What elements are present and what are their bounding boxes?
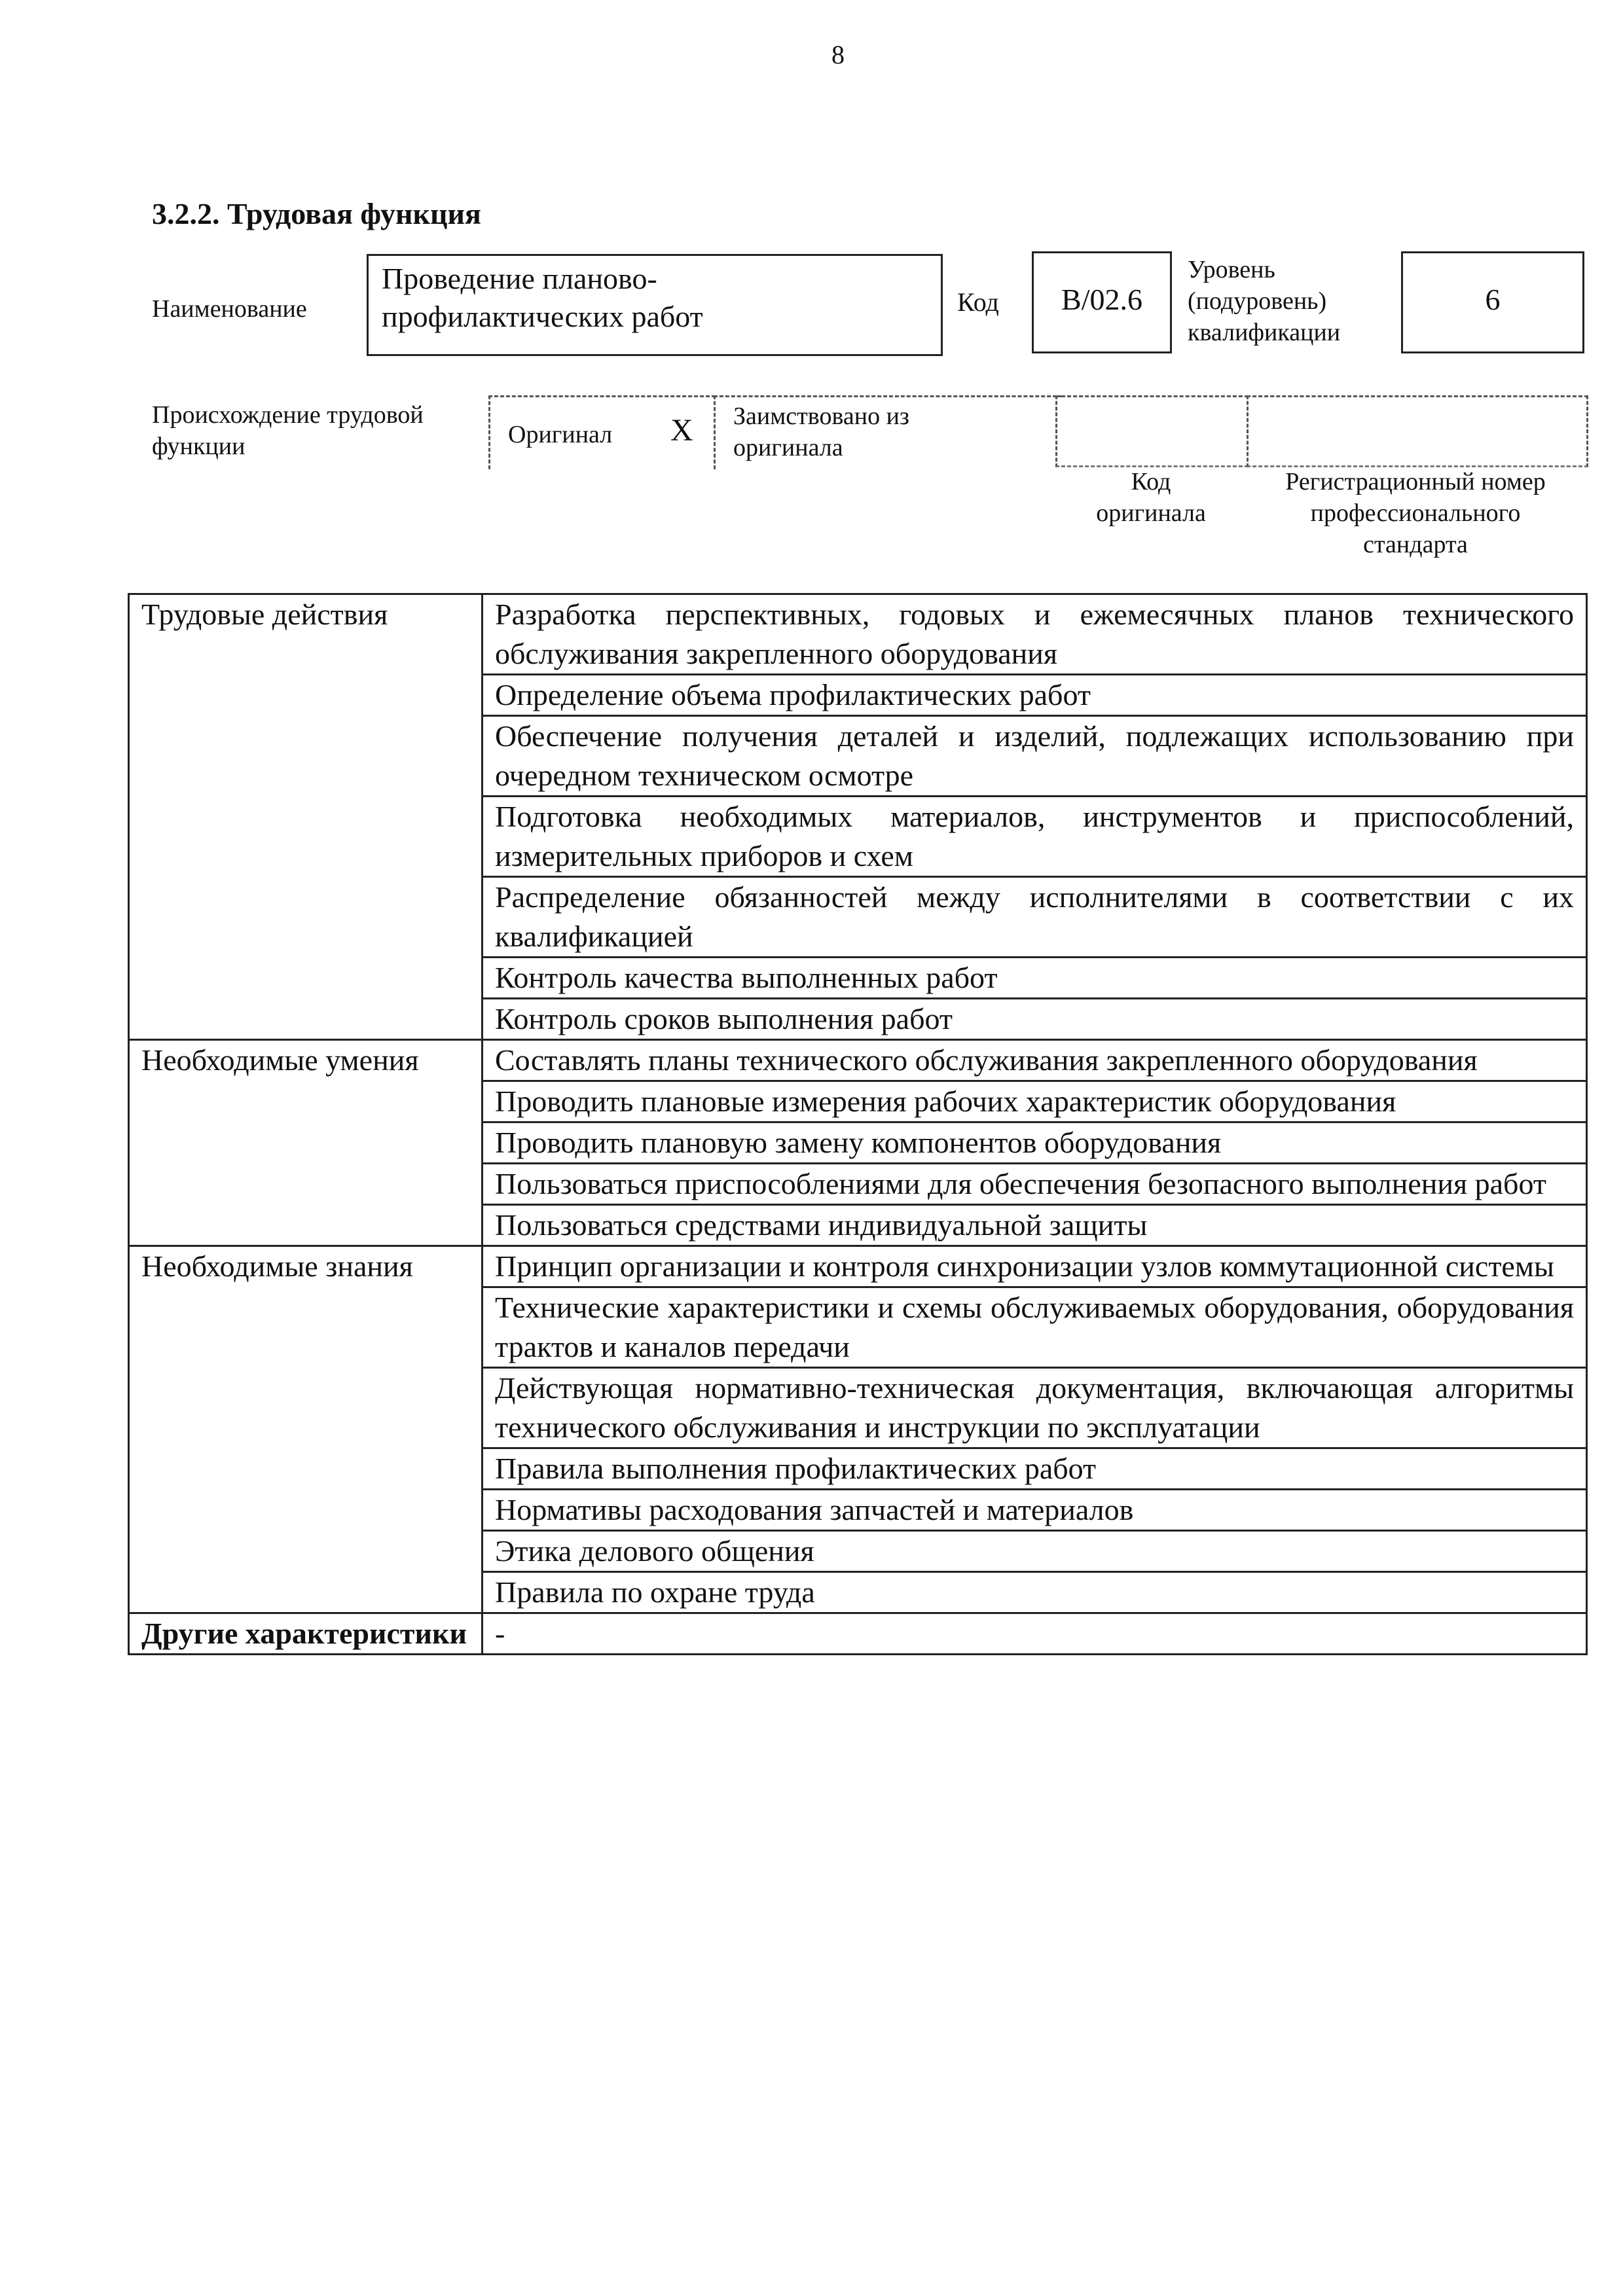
reg-number-caption <box>1247 466 1584 560</box>
table-cell: Принцип организации и контроля синхронизации узлов коммутационной системы <box>483 1246 1587 1287</box>
borrowed-line1: Заимствовано из <box>733 403 909 430</box>
origin-label-line1: Происхождение трудовой <box>152 401 424 429</box>
page-number: 8 <box>831 40 845 69</box>
original-code-caption <box>1055 466 1247 529</box>
table-row <box>129 1613 1587 1655</box>
code-value: B/02.6 <box>1061 283 1142 316</box>
table-cell: Обеспечение получения деталей и изделий, подлежащих использованию при очередном техническом осмотре <box>483 716 1587 797</box>
table-cell: Правила по охране труда <box>483 1572 1587 1613</box>
table-row <box>129 1040 1587 1081</box>
table-cell: Определение объема профилактических работ <box>483 675 1587 716</box>
reg-num-line3: стандарта <box>1363 531 1468 558</box>
table-cell: Нормативы расходования запчастей и материалов <box>483 1490 1587 1531</box>
reg-num-line2: профессионального <box>1310 499 1521 527</box>
name-label: Наименование <box>152 295 307 323</box>
table-cell: Технические характеристики и схемы обслуживаемых оборудования, оборудования трактов и каналов передачи <box>483 1287 1587 1368</box>
table-cell: Проводить плановые измерения рабочих характеристик оборудования <box>483 1081 1587 1122</box>
level-label-line1: Уровень <box>1188 256 1275 283</box>
table-cell: Составлять планы технического обслуживания закрепленного оборудования <box>483 1040 1587 1081</box>
function-details-table <box>128 593 1588 1655</box>
table-cell: Пользоваться приспособлениями для обеспечения безопасного выполнения работ <box>483 1164 1587 1205</box>
level-label-line3: квалификации <box>1188 319 1341 346</box>
section-title-knowledge: Необходимые знания <box>129 1246 483 1613</box>
orig-code-line1: Код <box>1131 468 1171 495</box>
original-label: Оригинал <box>508 421 613 448</box>
name-value-line1: Проведение планово- <box>382 262 657 295</box>
section-title-skills: Необходимые умения <box>129 1040 483 1246</box>
section-title-other: Другие характеристики <box>129 1613 483 1655</box>
table-cell: Разработка перспективных, годовых и ежемесячных планов технического обслуживания закрепленного оборудования <box>483 594 1587 675</box>
code-value-box <box>1032 251 1172 353</box>
level-value-box <box>1401 251 1584 353</box>
orig-code-line2: оригинала <box>1096 499 1206 527</box>
original-mark: X <box>670 413 693 448</box>
table-row <box>129 594 1587 675</box>
table-cell: Правила выполнения профилактических работ <box>483 1448 1587 1490</box>
table-row <box>129 1246 1587 1287</box>
name-value-line2: профилактических работ <box>382 300 703 333</box>
origin-label-line2: функции <box>152 433 246 460</box>
level-label-line2: (подуровень) <box>1188 287 1327 315</box>
table-cell: Проводить плановую замену компонентов оборудования <box>483 1122 1587 1164</box>
code-label: Код <box>957 287 999 317</box>
name-value-box <box>367 254 943 356</box>
origin-label <box>152 399 424 462</box>
borrowed-line2: оригинала <box>733 434 843 461</box>
table-cell: Пользоваться средствами индивидуальной защиты <box>483 1205 1587 1246</box>
table-cell: Распределение обязанностей между исполнителями в соответствии с их квалификацией <box>483 877 1587 958</box>
reg-number-cell <box>1247 395 1588 467</box>
table-cell: Подготовка необходимых материалов, инструментов и приспособлений, измерительных приборов и схем <box>483 797 1587 877</box>
section-title-actions: Трудовые действия <box>129 594 483 1040</box>
table-cell: Этика делового общения <box>483 1531 1587 1572</box>
reg-num-line1: Регистрационный номер <box>1285 468 1546 495</box>
table-cell: Контроль качества выполненных работ <box>483 958 1587 999</box>
section-heading: 3.2.2. Трудовая функция <box>152 197 481 230</box>
level-value: 6 <box>1485 283 1501 316</box>
borrowed-label <box>733 401 909 463</box>
level-label <box>1188 254 1340 348</box>
table-cell: Контроль сроков выполнения работ <box>483 999 1587 1040</box>
original-code-cell <box>1055 395 1249 467</box>
table-cell: - <box>483 1613 1587 1655</box>
table-cell: Действующая нормативно-техническая документация, включающая алгоритмы технического обслуживания и инструкции по эксплуатации <box>483 1368 1587 1448</box>
